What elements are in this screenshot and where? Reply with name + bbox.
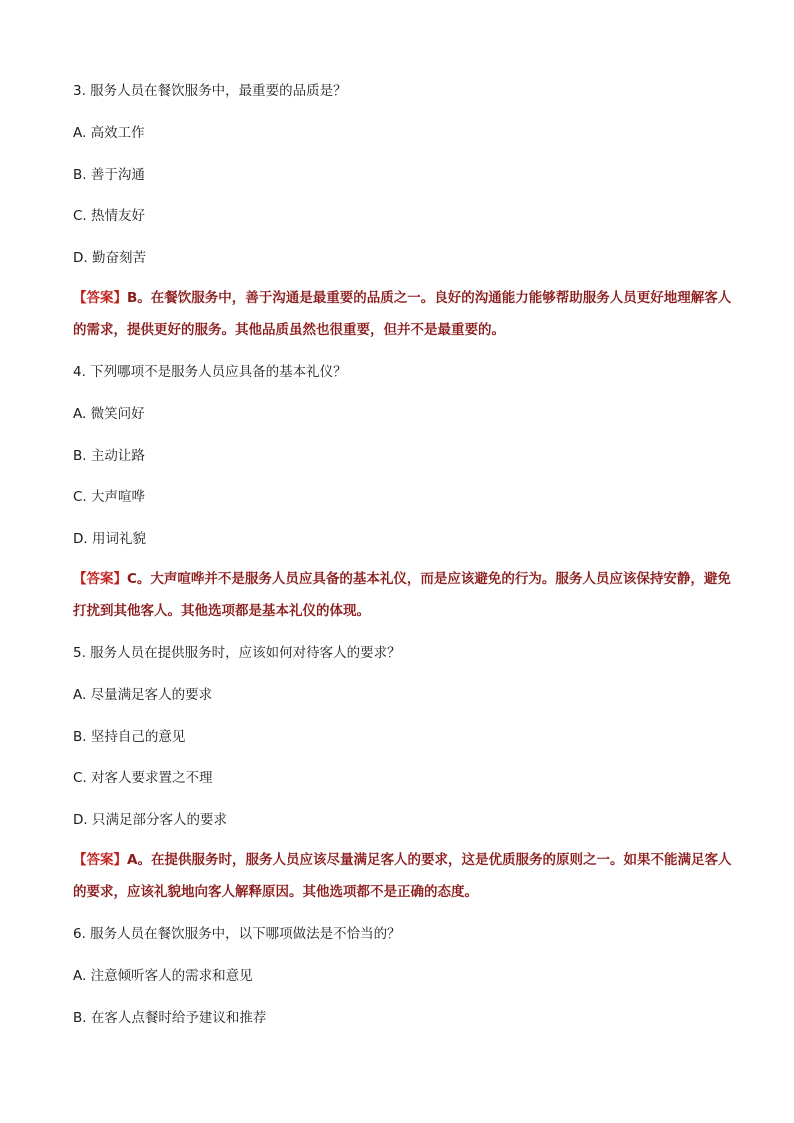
question-6-stem: 6. 服务人员在餐饮服务中，以下哪项做法是不恰当的？ xyxy=(73,926,401,942)
question-5-option-a: A. 尽量满足客人的要求 xyxy=(73,687,213,703)
answer-tag: 【答案】 xyxy=(73,571,127,587)
answer-explanation: C。大声喧哗并不是服务人员应具备的基本礼仪，而是应该避免的行为。服务人员应该保持安静，避免打扰到其他客人。其他选项都是基本礼仪的体现。 xyxy=(73,571,731,619)
question-3-stem: 3. 服务人员在餐饮服务中，最重要的品质是？ xyxy=(73,83,347,99)
question-4-option-d: D. 用词礼貌 xyxy=(73,531,146,547)
answer-explanation: A。在提供服务时，服务人员应该尽量满足客人的要求，这是优质服务的原则之一。如果不能满足客人的要求，应该礼貌地向客人解释原因。其他选项都不是正确的态度。 xyxy=(73,852,732,900)
answer-tag: 【答案】 xyxy=(73,852,127,868)
question-5-option-c: C. 对客人要求置之不理 xyxy=(73,770,213,786)
question-3-option-d: D. 勤奋刻苦 xyxy=(73,250,146,266)
question-5-answer xyxy=(73,844,733,908)
question-4-stem: 4. 下列哪项不是服务人员应具备的基本礼仪？ xyxy=(73,364,347,380)
question-6-option-a: A. 注意倾听客人的需求和意见 xyxy=(73,968,253,984)
question-5-option-d: D. 只满足部分客人的要求 xyxy=(73,812,227,828)
question-3-option-b: B. 善于沟通 xyxy=(73,167,145,183)
answer-explanation: B。在餐饮服务中，善于沟通是最重要的品质之一。良好的沟通能力能够帮助服务人员更好地理解客人的需求，提供更好的服务。其他品质虽然也很重要，但并不是最重要的。 xyxy=(73,290,732,338)
question-3-option-a: A. 高效工作 xyxy=(73,125,145,141)
question-5-stem: 5. 服务人员在提供服务时，应该如何对待客人的要求？ xyxy=(73,645,401,661)
question-5-option-b: B. 坚持自己的意见 xyxy=(73,729,186,745)
question-4-option-b: B. 主动让路 xyxy=(73,448,145,464)
question-4-option-a: A. 微笑问好 xyxy=(73,406,145,422)
answer-tag: 【答案】 xyxy=(73,290,127,306)
question-4-option-c: C. 大声喧哗 xyxy=(73,489,146,505)
question-4-answer xyxy=(73,563,733,627)
question-3-option-c: C. 热情友好 xyxy=(73,208,146,224)
question-3-answer xyxy=(73,282,733,346)
question-6-option-b: B. 在客人点餐时给予建议和推荐 xyxy=(73,1010,267,1026)
